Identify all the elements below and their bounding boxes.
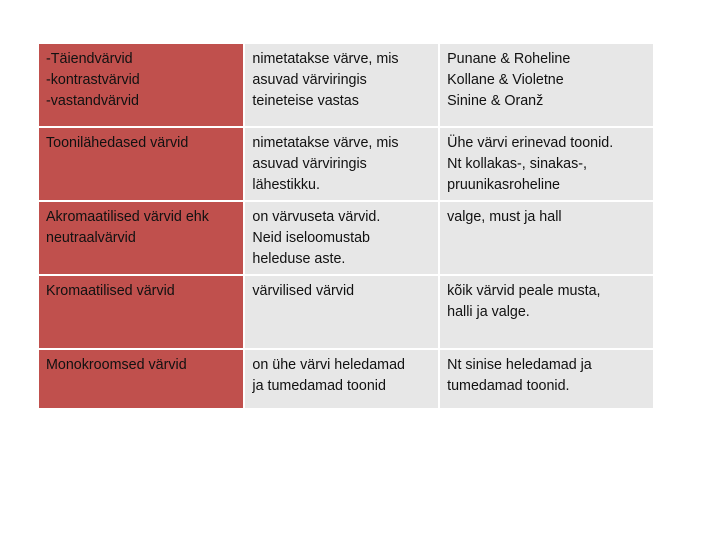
example-cell: Punane & Roheline Kollane & Violetne Sinine & Oranž <box>439 43 654 127</box>
definition-cell: värvilised värvid <box>244 275 439 349</box>
definition-cell: nimetatakse värve, mis asuvad värviringis lähestikku. <box>244 127 439 201</box>
term-cell: Kromaatilised värvid <box>38 275 244 349</box>
example-cell: kõik värvid peale musta, halli ja valge. <box>439 275 654 349</box>
color-terms-table <box>37 42 655 410</box>
example-cell: valge, must ja hall <box>439 201 654 275</box>
term-cell: Toonilähedased värvid <box>38 127 244 201</box>
term-cell: Monokroomsed värvid <box>38 349 244 409</box>
table-row <box>38 275 654 349</box>
table-row <box>38 201 654 275</box>
term-cell: Akromaatilised värvid ehk neutraalvärvid <box>38 201 244 275</box>
term-cell: -Täiendvärvid -kontrastvärvid -vastandvärvid <box>38 43 244 127</box>
definition-cell: nimetatakse värve, mis asuvad värviringis teineteise vastas <box>244 43 439 127</box>
table-row <box>38 127 654 201</box>
definition-cell: on ühe värvi heledamad ja tumedamad toonid <box>244 349 439 409</box>
example-cell: Ühe värvi erinevad toonid. Nt kollakas-, sinakas-, pruunikasroheline <box>439 127 654 201</box>
table-row <box>38 349 654 409</box>
table-row <box>38 43 654 127</box>
example-cell: Nt sinise heledamad ja tumedamad toonid. <box>439 349 654 409</box>
definition-cell: on värvuseta värvid. Neid iseloomustab heleduse aste. <box>244 201 439 275</box>
